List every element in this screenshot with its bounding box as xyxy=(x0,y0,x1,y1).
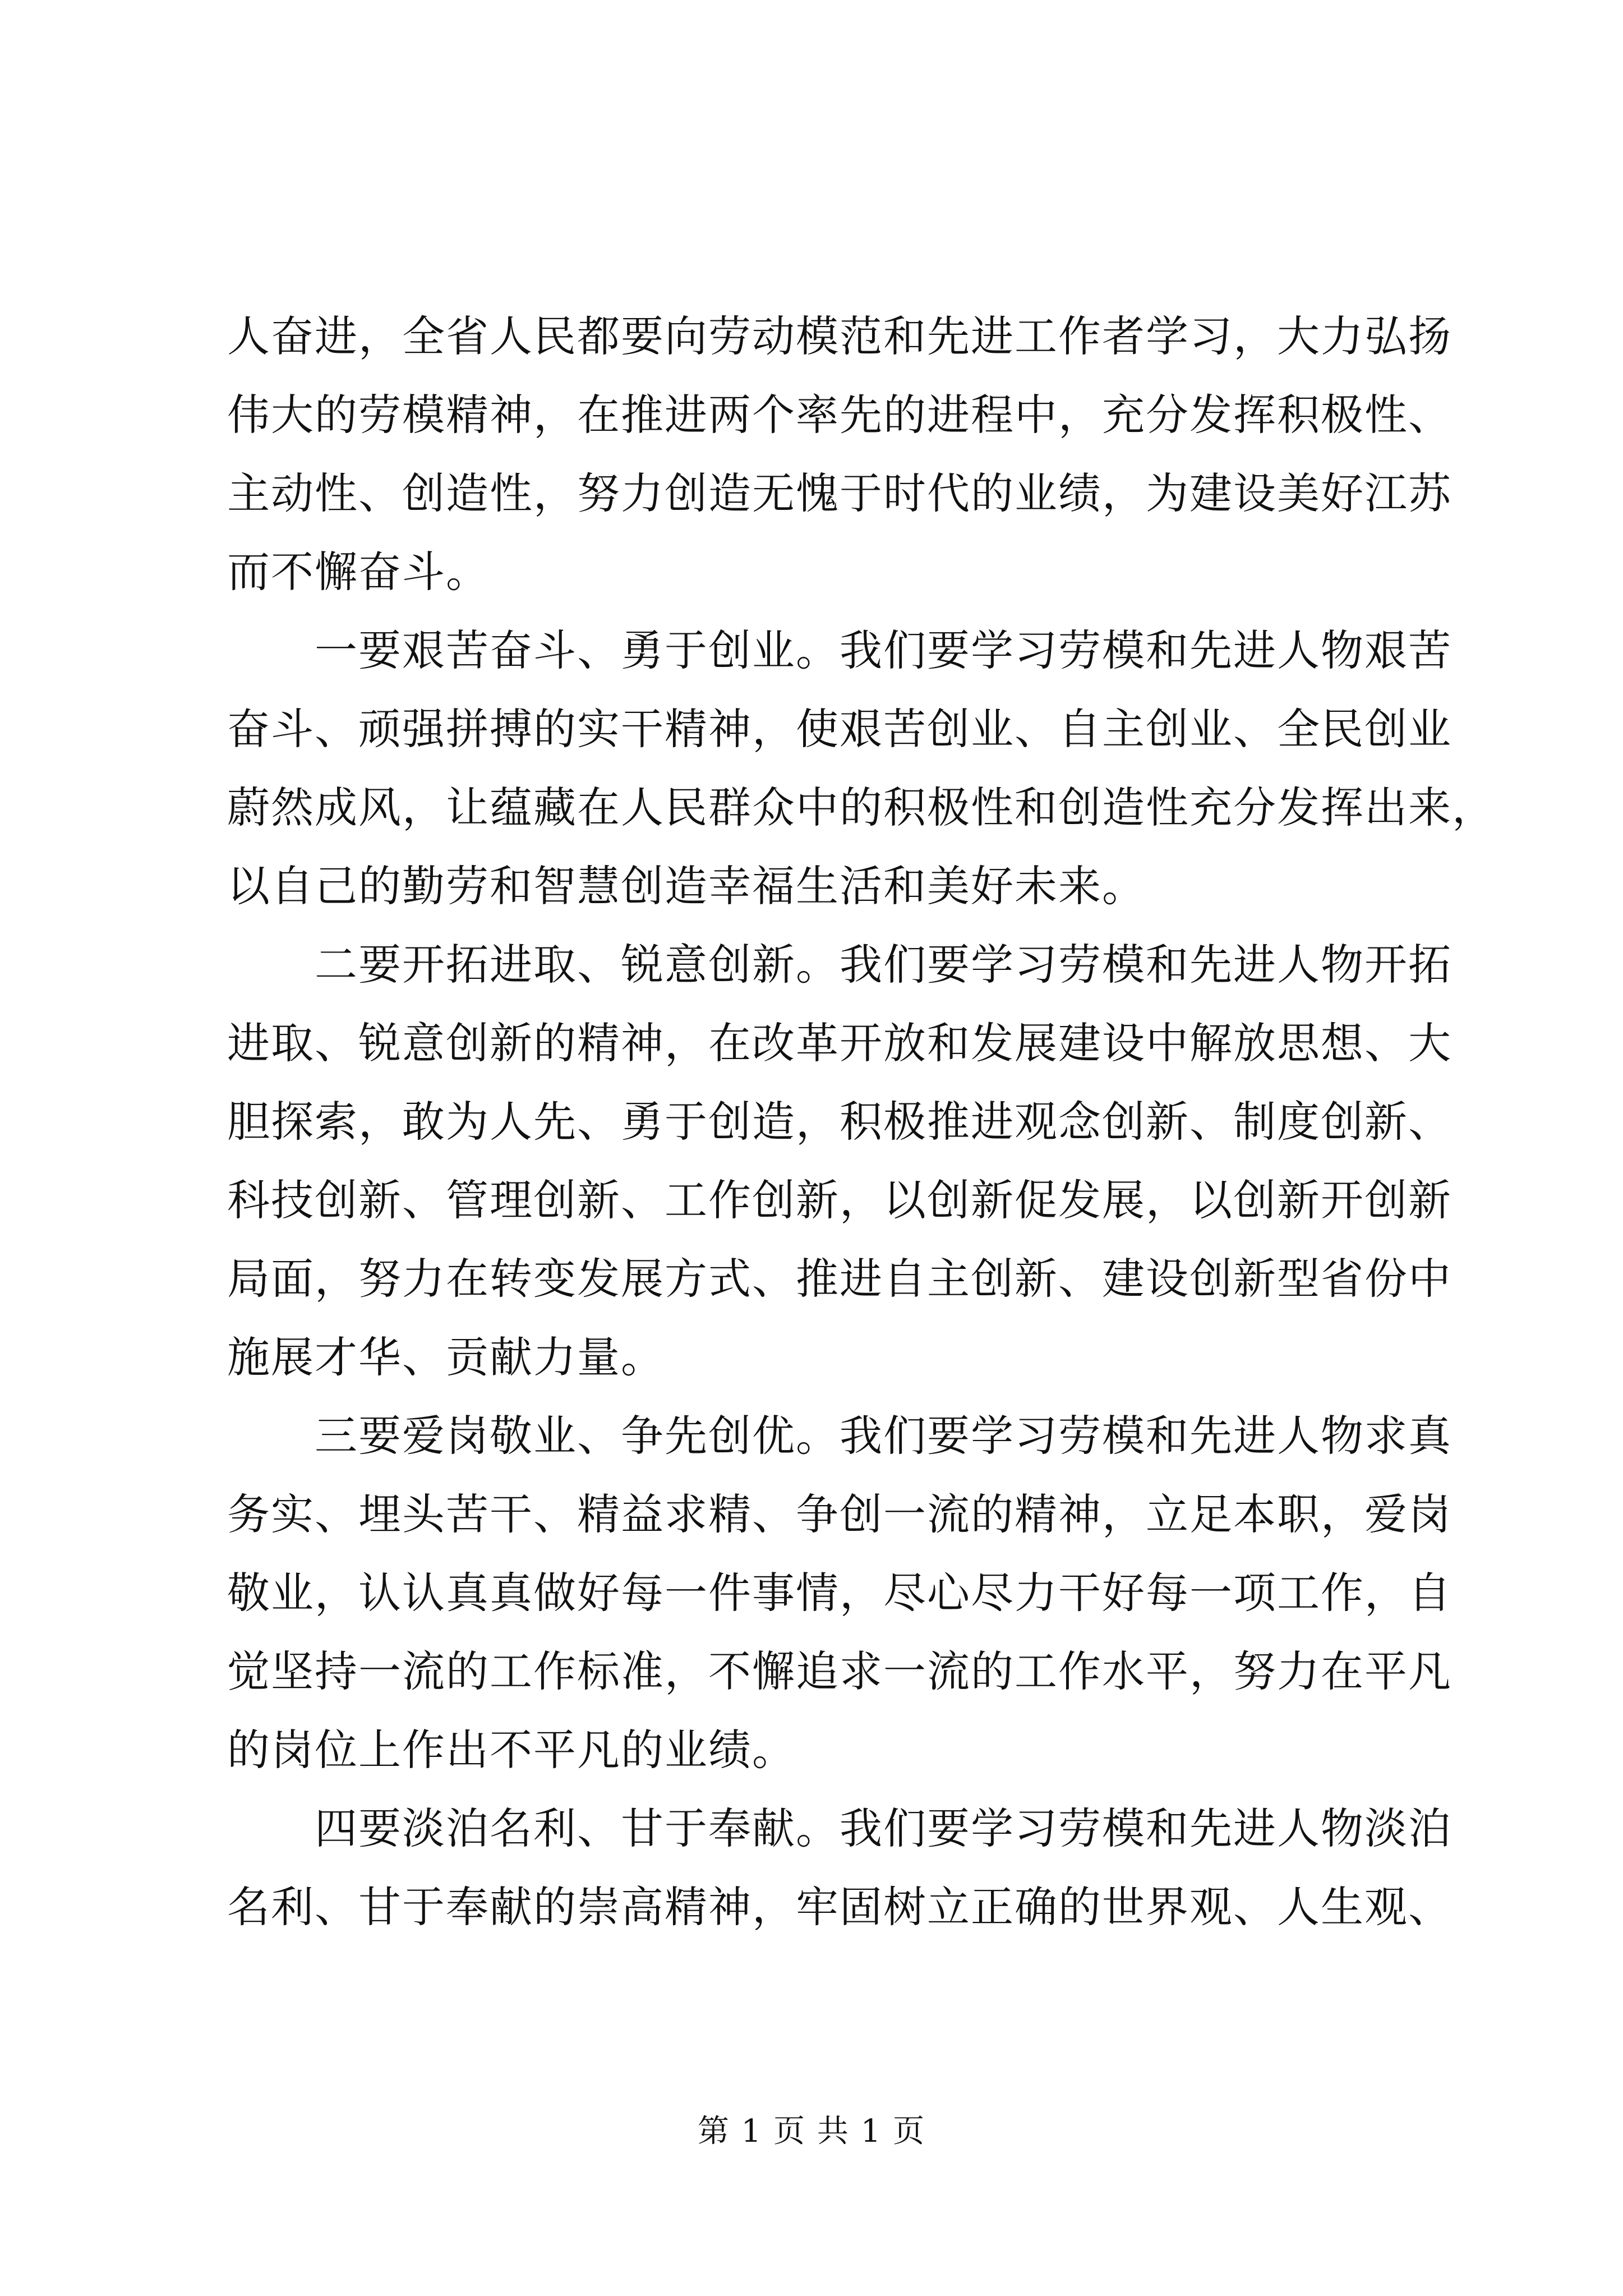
text-line: 进取、锐意创新的精神，在改革开放和发展建设中解放思想、大 xyxy=(227,1018,1452,1068)
text-line: 以自己的勤劳和智慧创造幸福生活和美好未来。 xyxy=(227,861,1146,911)
text-line: 而不懈奋斗。 xyxy=(227,547,490,597)
text-line: 人奋进，全省人民都要向劳动模范和先进工作者学习，大力弘扬 xyxy=(227,311,1452,361)
text-line: 伟大的劳模精神，在推进两个率先的进程中，充分发挥积极性、 xyxy=(227,390,1452,440)
text-line: 奋斗、顽强拼搏的实干精神，使艰苦创业、自主创业、全民创业 xyxy=(227,704,1452,754)
text-line: 务实、埋头苦干、精益求精、争创一流的精神，立足本职，爱岗 xyxy=(227,1489,1452,1539)
paragraph-start-line: 三要爱岗敬业、争先创优。我们要学习劳模和先进人物求真 xyxy=(315,1411,1452,1461)
text-line: 主动性、创造性，努力创造无愧于时代的业绩，为建设美好江苏 xyxy=(227,468,1452,518)
paragraph-start-line: 四要淡泊名利、甘于奉献。我们要学习劳模和先进人物淡泊 xyxy=(315,1803,1452,1853)
text-line: 名利、甘于奉献的崇高精神，牢固树立正确的世界观、人生观、 xyxy=(227,1882,1452,1932)
text-line: 局面，努力在转变发展方式、推进自主创新、建设创新型省份中 xyxy=(227,1254,1452,1304)
text-line: 蔚然成风，让蕴藏在人民群众中的积极性和创造性充分发挥出来， xyxy=(227,783,1496,832)
text-line: 科技创新、管理创新、工作创新，以创新促发展，以创新开创新 xyxy=(227,1175,1452,1225)
paragraph-start-line: 二要开拓进取、锐意创新。我们要学习劳模和先进人物开拓 xyxy=(315,940,1452,990)
text-line: 施展才华、贡献力量。 xyxy=(227,1332,665,1382)
text-line: 的岗位上作出不平凡的业绩。 xyxy=(227,1725,796,1775)
page-number-footer: 第 1 页 共 1 页 xyxy=(697,2113,926,2150)
document-body xyxy=(227,297,1496,1947)
paragraph-start-line: 一要艰苦奋斗、勇于创业。我们要学习劳模和先进人物艰苦 xyxy=(315,625,1452,675)
text-line: 觉坚持一流的工作标准，不懈追求一流的工作水平，努力在平凡 xyxy=(227,1646,1452,1696)
text-line: 胆探索，敢为人先、勇于创造，积极推进观念创新、制度创新、 xyxy=(227,1097,1452,1147)
text-line: 敬业，认认真真做好每一件事情，尽心尽力干好每一项工作，自 xyxy=(227,1568,1452,1618)
